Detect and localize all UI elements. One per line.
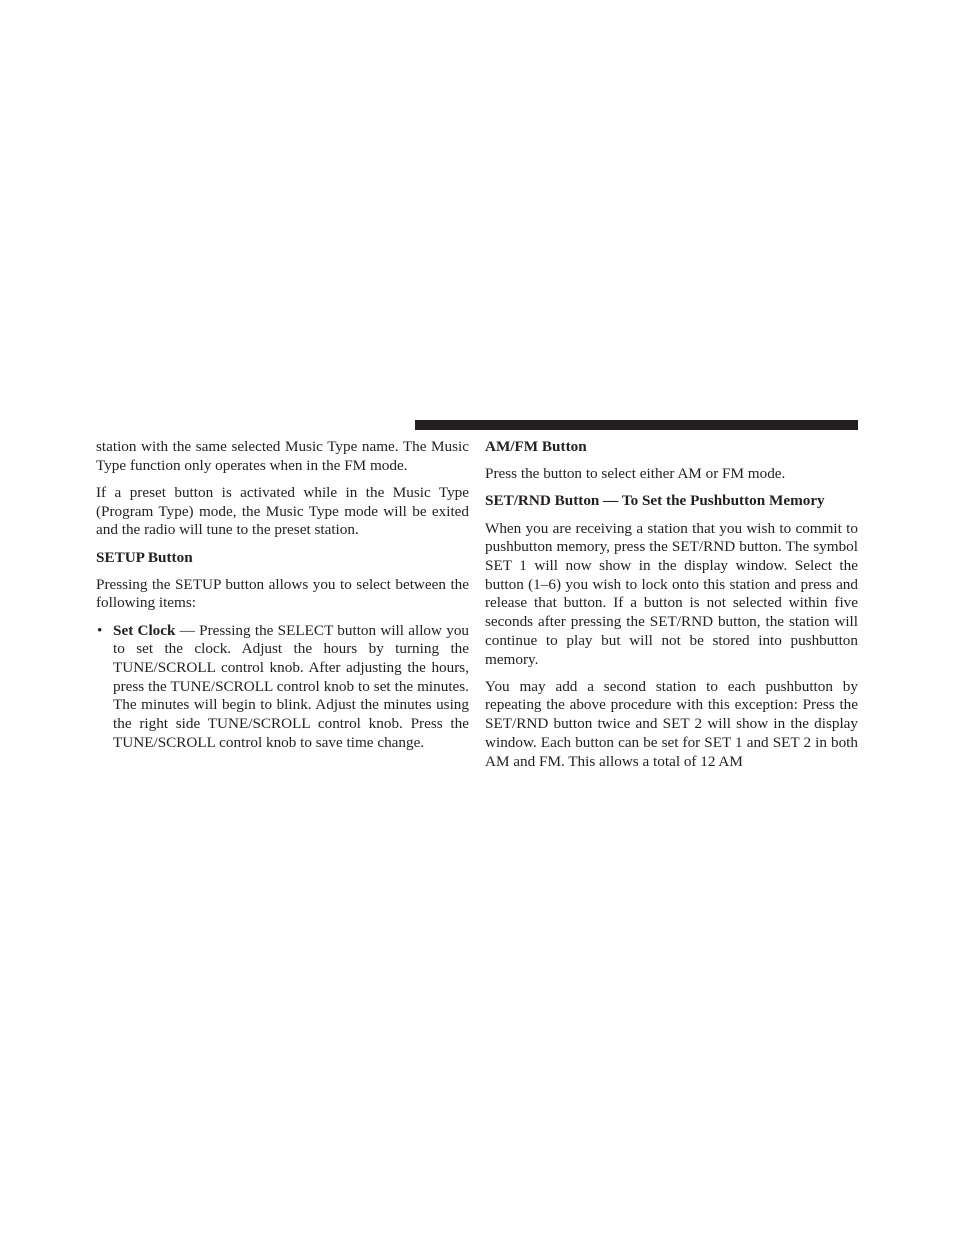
- set-clock-description: — Pressing the SELECT button will allow you to set the clock. Adjust the hours by turning the TUNE/SCROLL control knob. After adjusting the hours, press the TUNE/SCROLL control knob to set the minutes. The minutes will begin to blink. Adjust the minutes using the right side TUNE/SCROLL control knob. Press the TUNE/SCROLL control knob to save time change.: [113, 621, 470, 751]
- section-header-bar: [415, 420, 858, 430]
- set-rnd-paragraph-1: When you are receiving a station that you wish to commit to pushbutton memory, press the SET/RND button. The symbol SET 1 will now show in the display window. Select the button (1–6) you wish to lock onto this station and press and release that button. If a button is not selected within five seconds after pressing the SET/​RND button, the station will continue to play but will not be stored into pushbutton memory.: [485, 519, 858, 668]
- setup-items-list: [96, 622, 469, 753]
- bullet-icon: •: [97, 621, 103, 639]
- left-column: [96, 438, 469, 753]
- preset-button-paragraph: If a preset button is activated while in the Music Type (Program Type) mode, the Music Type mode will be exited and the radio will tune to the preset station.: [96, 483, 469, 539]
- set-rnd-button-heading: SET/RND Button — To Set the Pushbutton Memory: [485, 492, 825, 510]
- amfm-paragraph: Press the button to select either AM or FM mode.: [485, 465, 786, 483]
- setup-intro-paragraph: Pressing the SETUP button allows you to select between the following items:: [96, 575, 469, 612]
- set-rnd-paragraph-2: You may add a second station to each pushbutton by repeating the above procedure with this exception: Press the SET/RND button twice and SET 2 will show in the display window. Each button can be set for SET 1 and SET 2 in both AM and FM. This allows a total of 12 AM: [485, 677, 858, 770]
- set-clock-term: Set Clock: [113, 621, 176, 639]
- setup-button-heading: SETUP Button: [96, 548, 193, 566]
- right-column: [485, 438, 858, 780]
- music-type-continuation-paragraph: station with the same selected Music Type name. The Music Type function only operates when in the FM mode.: [96, 438, 469, 474]
- amfm-button-heading: AM/FM Button: [485, 438, 587, 455]
- list-item-set-clock: [96, 622, 469, 753]
